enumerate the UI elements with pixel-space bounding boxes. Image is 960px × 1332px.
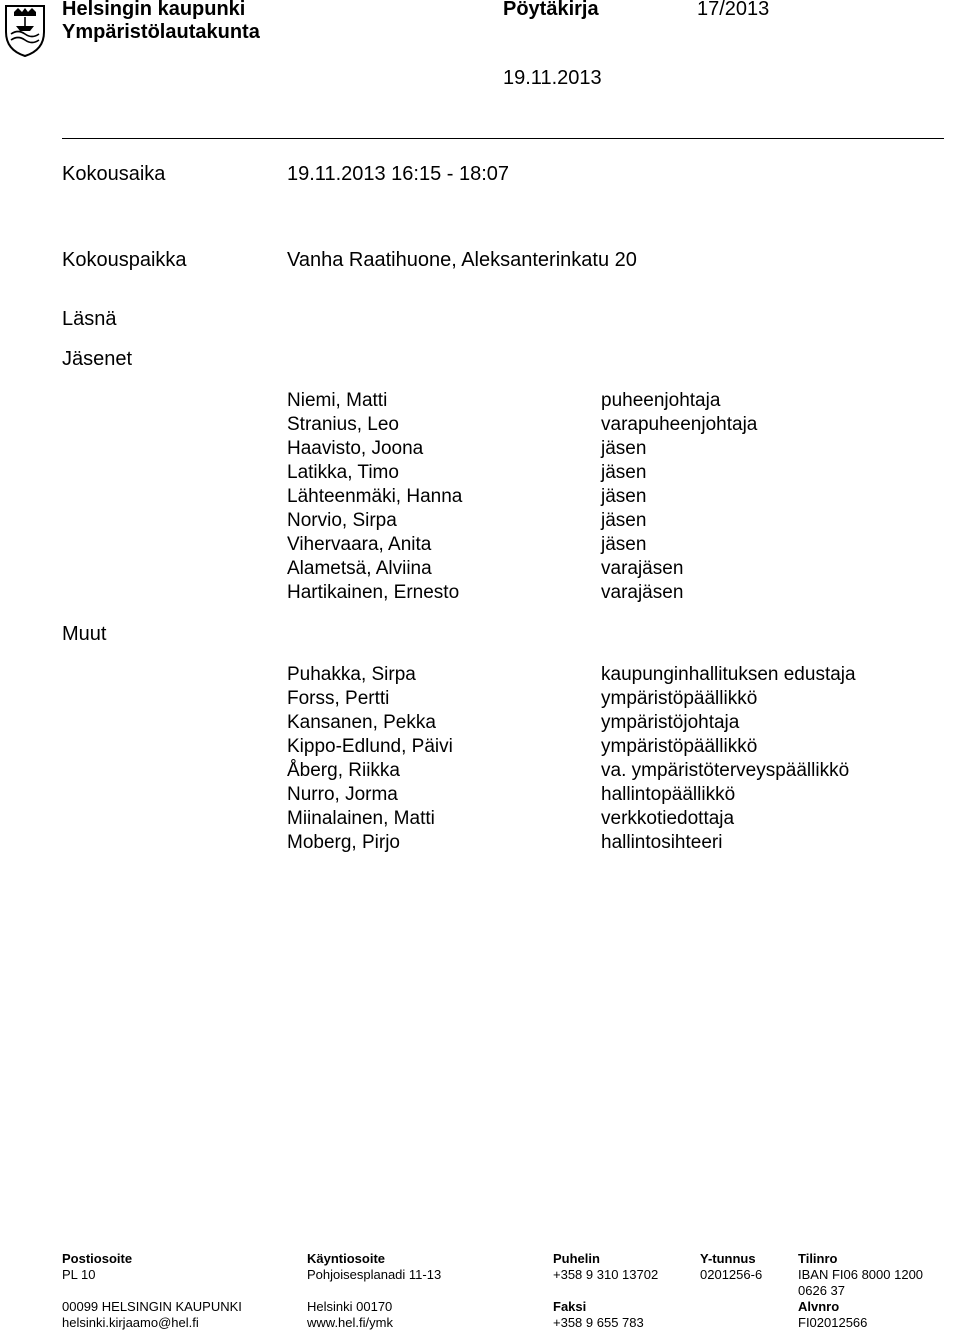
list-item: ympäristöjohtaja — [601, 712, 740, 733]
list-item: kaupunginhallituksen edustaja — [601, 664, 856, 685]
footer-account-label: Tilinro — [798, 1251, 838, 1266]
list-item: jäsen — [601, 462, 647, 483]
doc-date: 19.11.2013 — [503, 67, 602, 89]
footer-phone-label: Puhelin — [553, 1251, 600, 1266]
footer-business-id-label: Y-tunnus — [700, 1251, 756, 1266]
org-name: Helsingin kaupunki — [62, 0, 246, 20]
list-item: ympäristöpäällikkö — [601, 688, 758, 709]
list-item: puheenjohtaja — [601, 390, 721, 411]
list-item: Norvio, Sirpa — [287, 510, 397, 531]
list-item: Haavisto, Joona — [287, 438, 424, 459]
present-label: Läsnä — [62, 308, 117, 330]
others-label: Muut — [62, 623, 107, 645]
list-item: Forss, Pertti — [287, 688, 390, 709]
list-item: Hartikainen, Ernesto — [287, 582, 460, 603]
members-roles — [601, 389, 757, 605]
doc-number: 17/2013 — [697, 0, 770, 20]
list-item: ympäristöpäällikkö — [601, 736, 758, 757]
footer-phone — [553, 1251, 658, 1331]
list-item: Niemi, Matti — [287, 390, 388, 411]
members-label: Jäsenet — [62, 348, 133, 370]
footer-postal — [62, 1251, 242, 1331]
footer-visit-line2: Helsinki 00170 — [307, 1299, 393, 1314]
footer-visit-line1: Pohjoisesplanadi 11-13 — [307, 1267, 442, 1282]
list-item: Lähteenmäki, Hanna — [287, 486, 463, 507]
meeting-place-label: Kokouspaikka — [62, 249, 187, 271]
list-item: verkkotiedottaja — [601, 808, 735, 829]
footer-fax-label: Faksi — [553, 1299, 587, 1314]
list-item: jäsen — [601, 534, 647, 555]
footer-vat-value: FI02012566 — [798, 1315, 868, 1330]
doc-type: Pöytäkirja — [503, 0, 599, 20]
list-item: Alametsä, Alviina — [287, 558, 432, 579]
list-item: Latikka, Timo — [287, 462, 399, 483]
helsinki-crest-icon — [2, 2, 48, 58]
footer-vat-label: Alvnro — [798, 1299, 840, 1314]
footer-fax-value: +358 9 655 783 — [553, 1315, 644, 1330]
list-item: jäsen — [601, 438, 647, 459]
footer-business-id — [700, 1251, 762, 1283]
meeting-time-label: Kokousaika — [62, 163, 166, 185]
list-item: jäsen — [601, 510, 647, 531]
list-item: Stranius, Leo — [287, 414, 399, 435]
list-item: hallintopäällikkö — [601, 784, 736, 805]
list-item: Nurro, Jorma — [287, 784, 398, 805]
list-item: va. ympäristöterveyspäällikkö — [601, 760, 850, 781]
list-item: Miinalainen, Matti — [287, 808, 435, 829]
list-item: varajäsen — [601, 582, 684, 603]
footer-business-id-value: 0201256-6 — [700, 1267, 763, 1282]
footer-phone-value: +358 9 310 13702 — [553, 1267, 659, 1282]
footer-visit — [307, 1251, 441, 1331]
header-divider — [62, 138, 944, 139]
footer-postal-line2: 00099 HELSINGIN KAUPUNKI — [62, 1299, 242, 1314]
list-item: Puhakka, Sirpa — [287, 664, 416, 685]
list-item: Åberg, Riikka — [287, 760, 400, 781]
footer-postal-line1: PL 10 — [62, 1267, 96, 1282]
footer-account-value2: 0626 37 — [798, 1283, 845, 1298]
footer-account — [798, 1251, 923, 1331]
footer-website: www.hel.fi/ymk — [307, 1315, 393, 1330]
list-item: Kippo-Edlund, Päivi — [287, 736, 453, 757]
footer-account-value: IBAN FI06 8000 1200 — [798, 1267, 924, 1282]
meeting-place-value: Vanha Raatihuone, Aleksanterinkatu 20 — [287, 249, 637, 271]
list-item: Kansanen, Pekka — [287, 712, 436, 733]
footer-email: helsinki.kirjaamo@hel.fi — [62, 1315, 199, 1330]
committee-name: Ympäristölautakunta — [62, 21, 260, 43]
others-names — [287, 663, 453, 855]
others-roles — [601, 663, 856, 855]
list-item: varajäsen — [601, 558, 684, 579]
footer-postal-label: Postiosoite — [62, 1251, 133, 1266]
list-item: hallintosihteeri — [601, 832, 723, 853]
list-item: Vihervaara, Anita — [287, 534, 432, 555]
list-item: jäsen — [601, 486, 647, 507]
members-names — [287, 389, 462, 605]
list-item: varapuheenjohtaja — [601, 414, 758, 435]
list-item: Moberg, Pirjo — [287, 832, 400, 853]
footer-visit-label: Käyntiosoite — [307, 1251, 386, 1266]
meeting-time-value: 19.11.2013 16:15 - 18:07 — [287, 163, 510, 185]
